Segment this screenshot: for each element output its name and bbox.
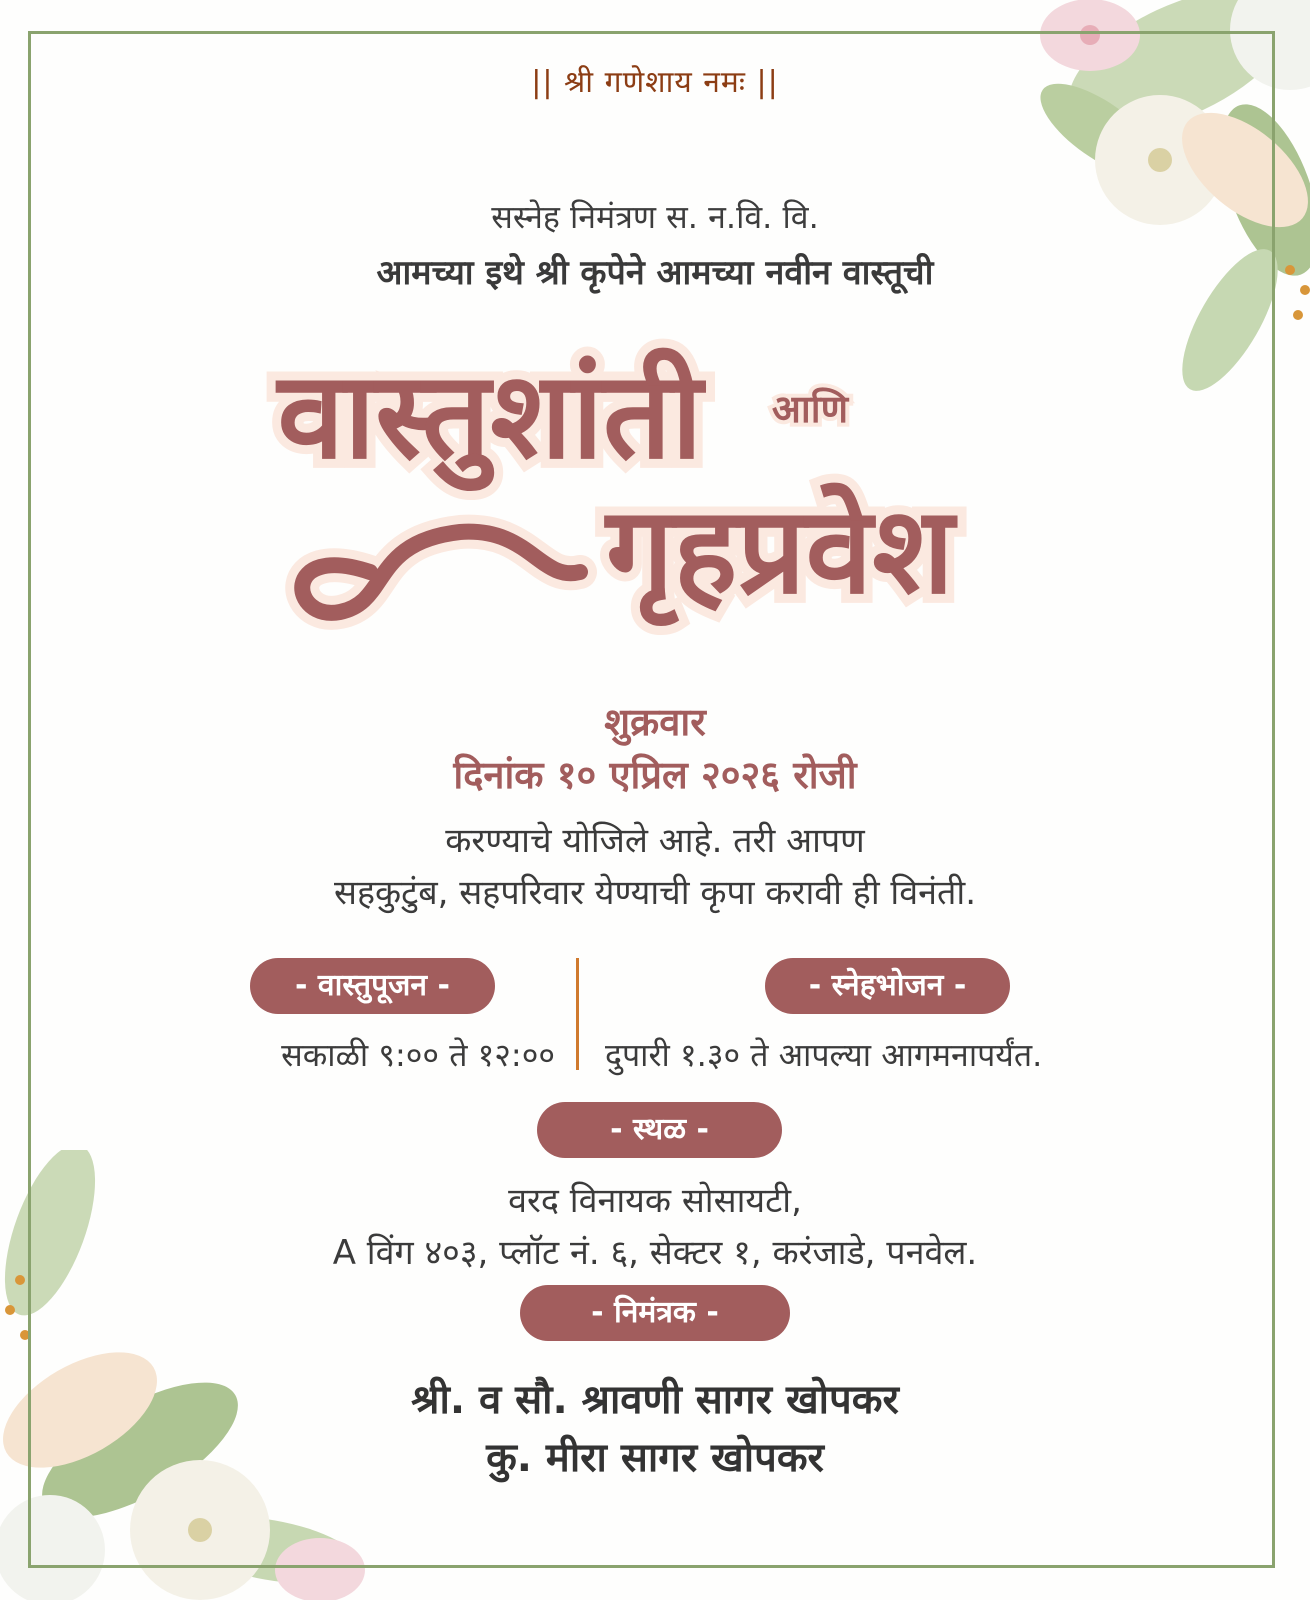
intro-bold-line: आमच्या इथे श्री कृपेने आमच्या नवीन वास्तूची — [376, 253, 934, 293]
schedule-divider — [576, 958, 579, 1070]
title-word-gruhapravesh: गृहप्रवेश — [606, 480, 954, 621]
venue-badge: - स्थळ - — [537, 1102, 782, 1158]
vastupujan-time: सकाळी ९:०० ते १२:०० — [281, 1036, 555, 1074]
intro-line: सस्नेह निमंत्रण स. न.वि. वि. — [491, 198, 819, 236]
event-description-line1: करण्याचे योजिले आहे. तरी आपण — [445, 821, 865, 861]
title-calligraphy — [220, 292, 1060, 682]
title-word-vastushanti: वास्तुशांती — [277, 345, 703, 486]
event-description-line2: सहकुटुंब, सहपरिवार येण्याची कृपा करावी ही विनंती. — [333, 873, 977, 913]
hosts-badge: - निमंत्रक - — [520, 1285, 790, 1341]
vastupujan-badge: - वास्तुपूजन - — [250, 958, 495, 1014]
venue-line2: A विंग ४०३, प्लॉट नं. ६, सेक्टर १, करंजाडे, पनवेल. — [332, 1233, 978, 1273]
title-connector: आणि — [771, 386, 849, 431]
host-line2: कु. मीरा सागर खोपकर — [486, 1435, 824, 1481]
snehabhojan-badge: - स्नेहभोजन - — [765, 958, 1010, 1014]
venue-line1: वरद विनायक सोसायटी, — [508, 1181, 802, 1221]
snehabhojan-time: दुपारी १.३० ते आपल्या आगमनापर्यंत. — [605, 1036, 1043, 1074]
host-line1: श्री. व सौ. श्रावणी सागर खोपकर — [411, 1377, 899, 1423]
event-day: शुक्रवार — [604, 700, 706, 744]
event-date: दिनांक १० एप्रिल २०२६ रोजी — [453, 753, 857, 797]
invocation-text: || श्री गणेशाय नमः || — [531, 65, 779, 100]
